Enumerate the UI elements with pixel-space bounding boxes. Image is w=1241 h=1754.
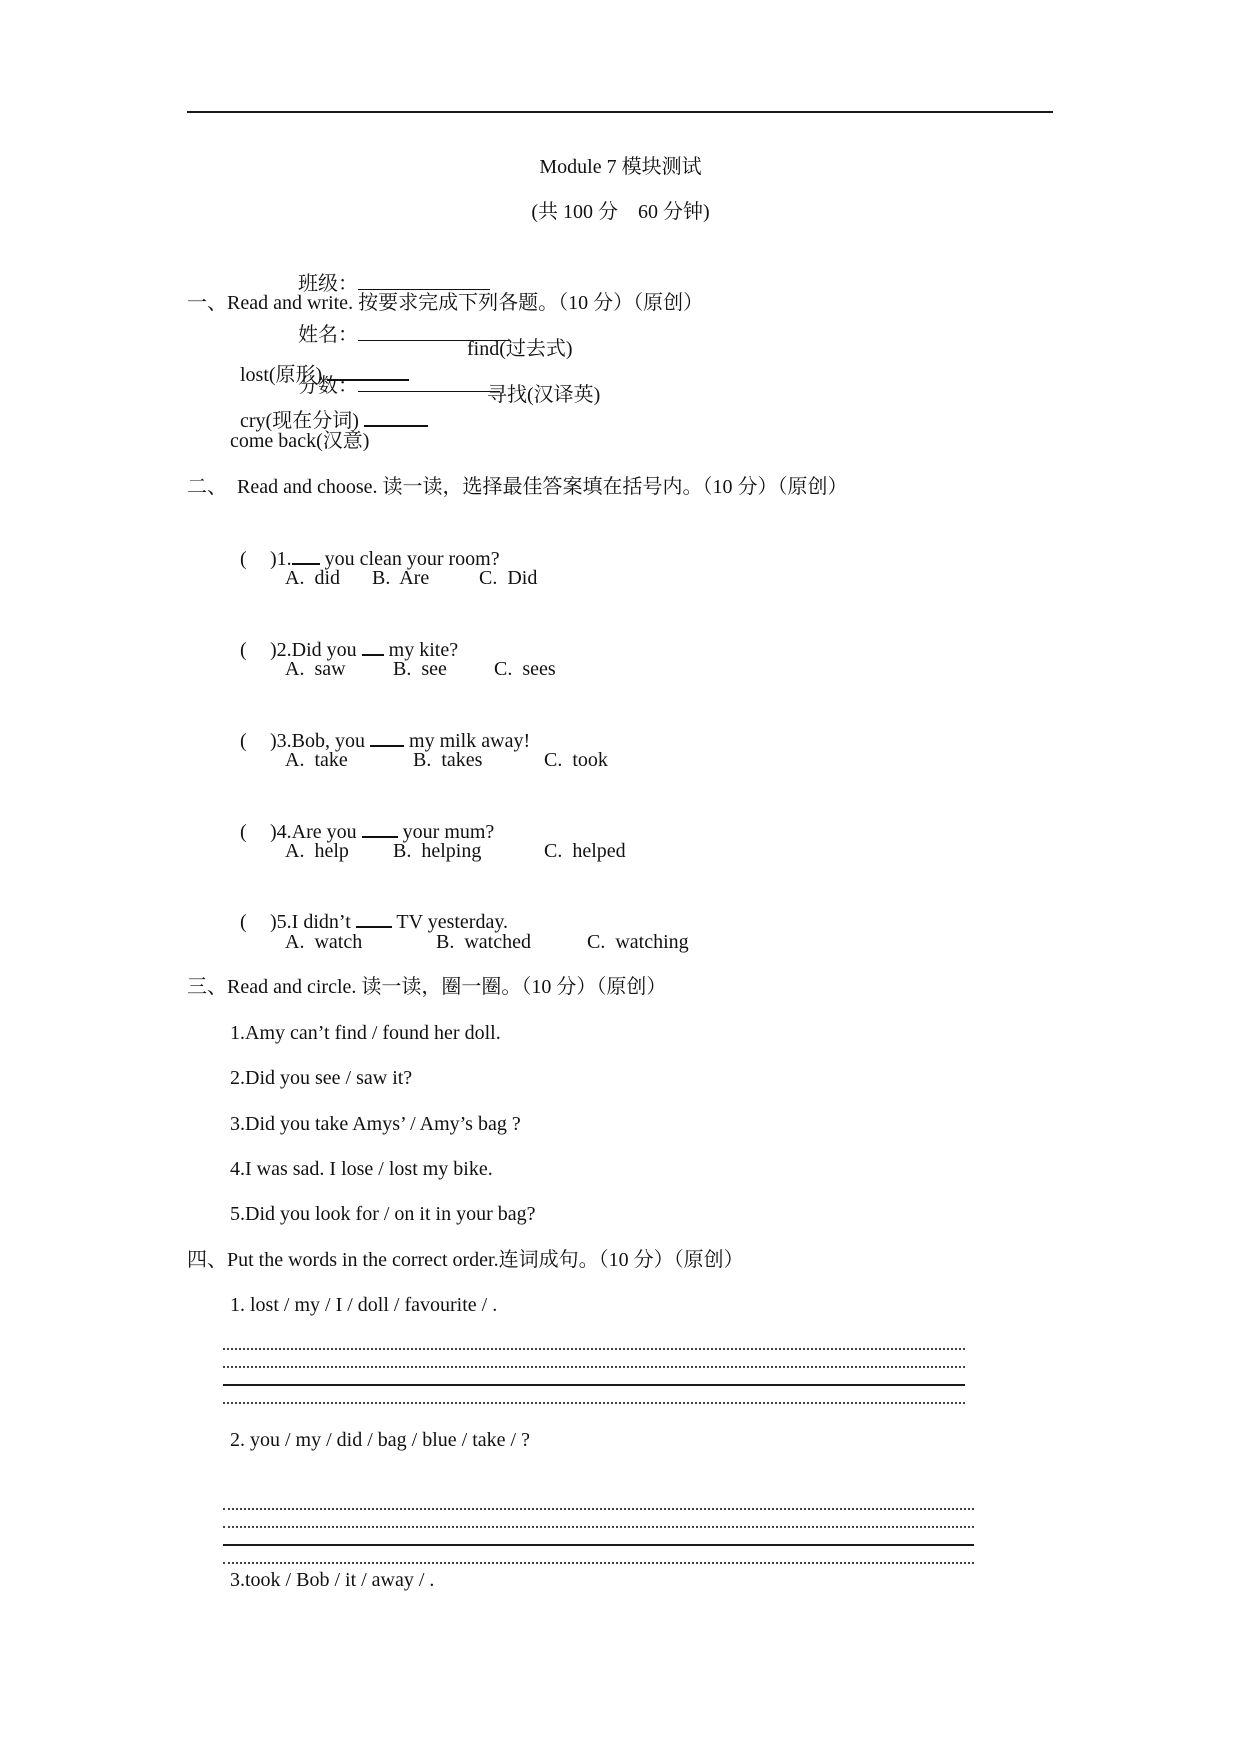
guide-line [223,1508,974,1510]
score-label: 分数： [298,375,358,397]
s1-item: 寻找(汉译英) [487,384,601,406]
answer-bracket[interactable]: ( [240,730,247,752]
option-a[interactable]: A. help [285,840,349,862]
answer-bracket[interactable]: ( [240,639,247,661]
class-label: 班级： [298,273,358,295]
s1-item: cry(现在分词) [230,383,428,433]
option-b[interactable]: B. helping [393,840,482,862]
order-item: 3.took / Bob / it / away / . [230,1569,435,1591]
section4-heading: 四、Put the words in the correct order.连词成句。（10 分）（原创） [187,1249,744,1271]
s1-item: come back(汉意) [230,430,370,452]
order-item: 2. you / my / did / bag / blue / take / ? [230,1429,530,1451]
option-a[interactable]: A. watch [285,931,363,953]
section2-heading: 二、 Read and choose. 读一读，选择最佳答案填在括号内。（10 分）（原创） [187,476,848,498]
class-field[interactable] [358,269,490,290]
guide-line [223,1366,965,1368]
s1-answer-3[interactable] [364,407,428,427]
s1-item: find(过去式) [467,338,573,360]
section3-heading: 三、Read and circle. 读一读，圈一圈。（10 分）（原创） [187,976,667,998]
question: ( )5.I didn’t TV yesterday. [230,884,508,934]
option-c[interactable]: C. helped [544,840,626,862]
option-a[interactable]: A. take [285,749,348,771]
circle-item: 5.Did you look for / on it in your bag? [230,1203,536,1225]
guide-line [223,1348,965,1350]
blank [370,727,404,747]
name-label: 姓名： [298,324,358,346]
s1-item: lost(原形) [230,337,409,387]
page-subtitle: (共 100 分 60 分钟) [531,201,710,223]
answer-bracket[interactable]: ( [240,548,247,570]
base-line [223,1384,965,1386]
circle-item: 4.I was sad. I lose / lost my bike. [230,1158,493,1180]
option-c[interactable]: C. sees [494,658,556,680]
circle-item: 1.Amy can’t find / found her doll. [230,1022,501,1044]
blank [362,818,398,838]
blank [356,908,392,928]
option-a[interactable]: A. saw [285,658,346,680]
question: ( )1. you clean your room? [230,521,500,571]
option-b[interactable]: B. takes [413,749,483,771]
option-c[interactable]: C. took [544,749,608,771]
guide-line [223,1526,974,1528]
option-b[interactable]: B. Are [372,567,430,589]
question: ( )3.Bob, you my milk away! [230,703,530,753]
option-c[interactable]: C. Did [479,567,538,589]
s1-answer-1[interactable] [327,361,409,381]
answer-bracket[interactable]: ( [240,821,247,843]
section1-heading: 一、Read and write. 按要求完成下列各题。（10 分）（原创） [187,292,704,314]
header-rule [187,111,1053,113]
order-item: 1. lost / my / I / doll / favourite / . [230,1294,498,1316]
question: ( )2.Did you my kite? [230,612,458,662]
circle-item: 3.Did you take Amys’ / Amy’s bag ? [230,1113,521,1135]
question: ( )4.Are you your mum? [230,794,494,844]
option-a[interactable]: A. did [285,567,340,589]
blank [362,636,384,656]
guide-line [223,1402,965,1404]
option-b[interactable]: B. watched [436,931,531,953]
guide-line [223,1562,974,1564]
base-line [223,1544,974,1546]
answer-bracket[interactable]: ( [240,911,247,933]
option-b[interactable]: B. see [393,658,447,680]
blank [292,545,320,565]
option-c[interactable]: C. watching [587,931,689,953]
page-title: Module 7 模块测试 [539,156,702,178]
circle-item: 2.Did you see / saw it? [230,1067,413,1089]
